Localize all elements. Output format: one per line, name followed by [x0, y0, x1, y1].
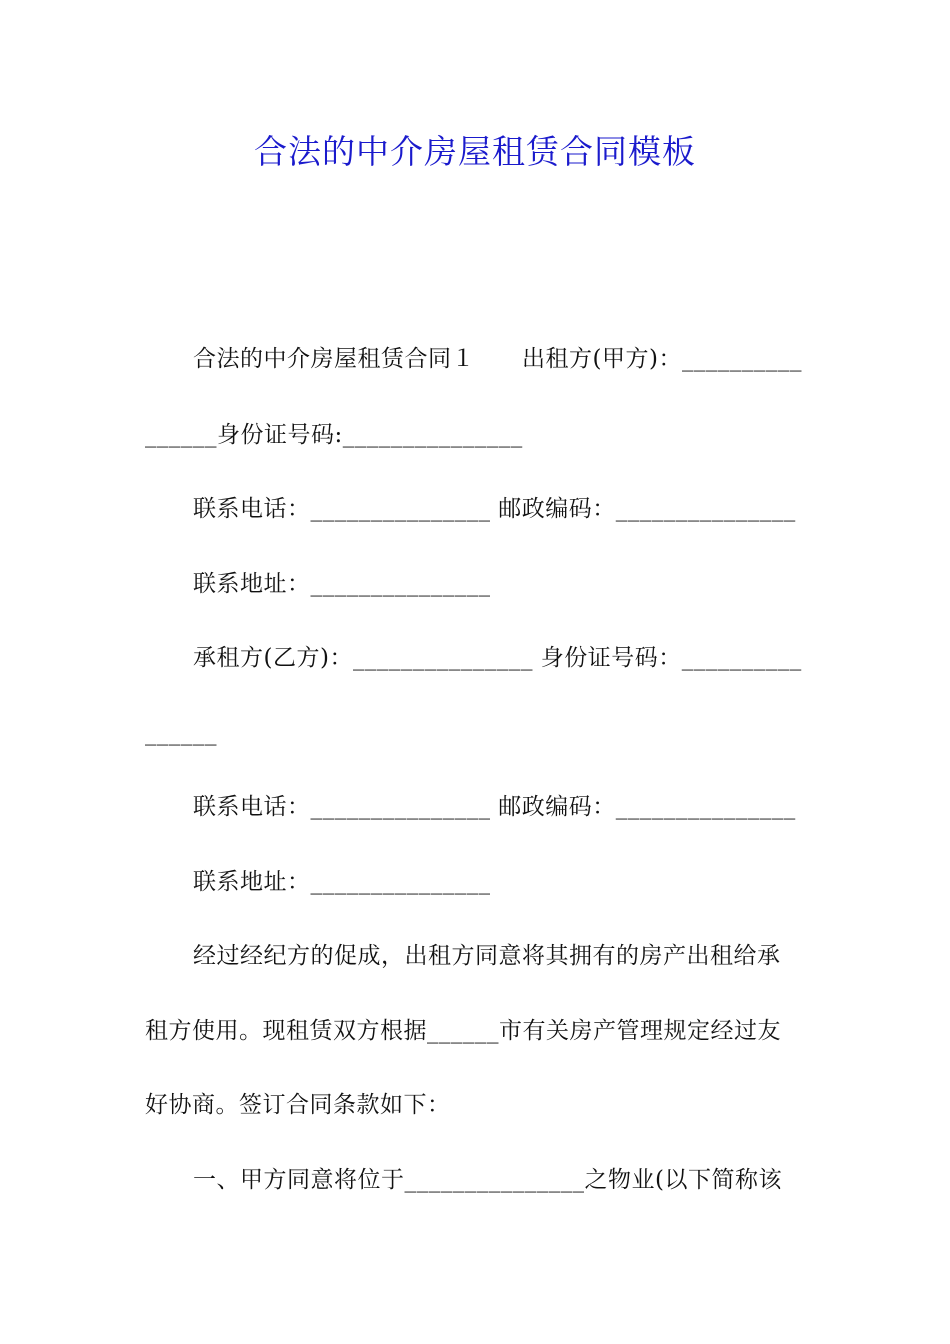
paragraph-line-clause-1: 一、甲方同意将位于_______________之物业(以下简称该 [193, 1167, 782, 1193]
paragraph-line-lessor-contact: 联系电话：_______________ 邮政编码：_______________ [193, 496, 796, 522]
paragraph-line-lessor-address: 联系地址：_______________ [193, 571, 491, 597]
document-title: 合法的中介房屋租赁合同模板 [254, 132, 696, 171]
paragraph-line-intro-1: 经过经纪方的促成，出租方同意将其拥有的房产出租给承 [193, 943, 781, 969]
paragraph-line-lessee-id-cont: ______ [145, 720, 217, 746]
paragraph-line-intro-2: 租方使用。现租赁双方根据______市有关房产管理规定经过友 [145, 1018, 781, 1044]
paragraph-line-lessor-id: ______身份证号码:_______________ [145, 422, 523, 448]
paragraph-line-lessee-contact: 联系电话：_______________ 邮政编码：_______________ [193, 794, 796, 820]
paragraph-line-lessor: 合法的中介房屋租赁合同１ 出租方(甲方)：__________ [193, 346, 802, 372]
paragraph-line-intro-3: 好协商。签订合同条款如下： [145, 1092, 451, 1118]
paragraph-line-lessee: 承租方(乙方)：_______________ 身份证号码：__________ [193, 645, 802, 671]
paragraph-line-lessee-address: 联系地址：_______________ [193, 869, 491, 895]
